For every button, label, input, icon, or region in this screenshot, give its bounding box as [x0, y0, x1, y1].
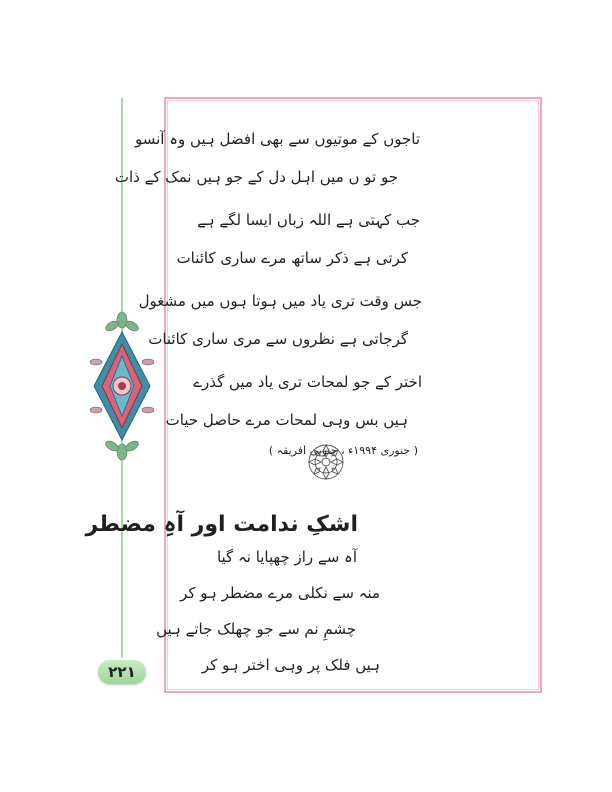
poem1-line-2: جو تو ں میں اہل دل کے جو ہیں نمک کے ذات	[114, 168, 398, 186]
poem2-line-4: ہیں فلک پر وہی اختر ہو کر	[201, 656, 380, 674]
poem2-line-2: منہ سے نکلی مرے مضطر ہو کر	[180, 584, 380, 602]
poem1-line-6: گرجاتی ہے نظروں سے مری ساری کائنات	[148, 330, 408, 348]
poem2-title: اشکِ ندامت اور آہِ مضطر	[85, 512, 358, 537]
poem1-line-3: جب کہتی ہے اللہ زباں ایسا لگے ہے	[197, 211, 420, 229]
poem1-line-5: جس وقت تری یاد میں ہوتا ہوں میں مشغول	[138, 292, 422, 310]
page-number-badge: ۲۲۱	[98, 660, 146, 684]
poem2-line-3: چشمِ نم سے جو چھلک جاتے ہیں	[156, 620, 356, 638]
poem1-date: ( جنوری ۱۹۹۴ء ، جنوبی افریقہ )	[268, 444, 418, 457]
poem1-line-1: تاجوں کے موتیوں سے بھی افضل ہیں وہ آنسو	[135, 130, 420, 148]
poem2-line-1: آہ سے راز چھپایا نہ گیا	[216, 548, 357, 566]
poem1-line-8: ہیں بس وہی لمحات مرے حاصل حیات	[165, 411, 408, 429]
rosette-icon	[307, 443, 345, 481]
poem1-line-4: کرتی ہے ذکر ساتھ مرے ساری کائنات	[176, 249, 408, 267]
floral-ornament-icon	[88, 310, 156, 462]
poem1-line-7: اختر کے جو لمحات تری یاد میں گذرے	[193, 373, 422, 391]
